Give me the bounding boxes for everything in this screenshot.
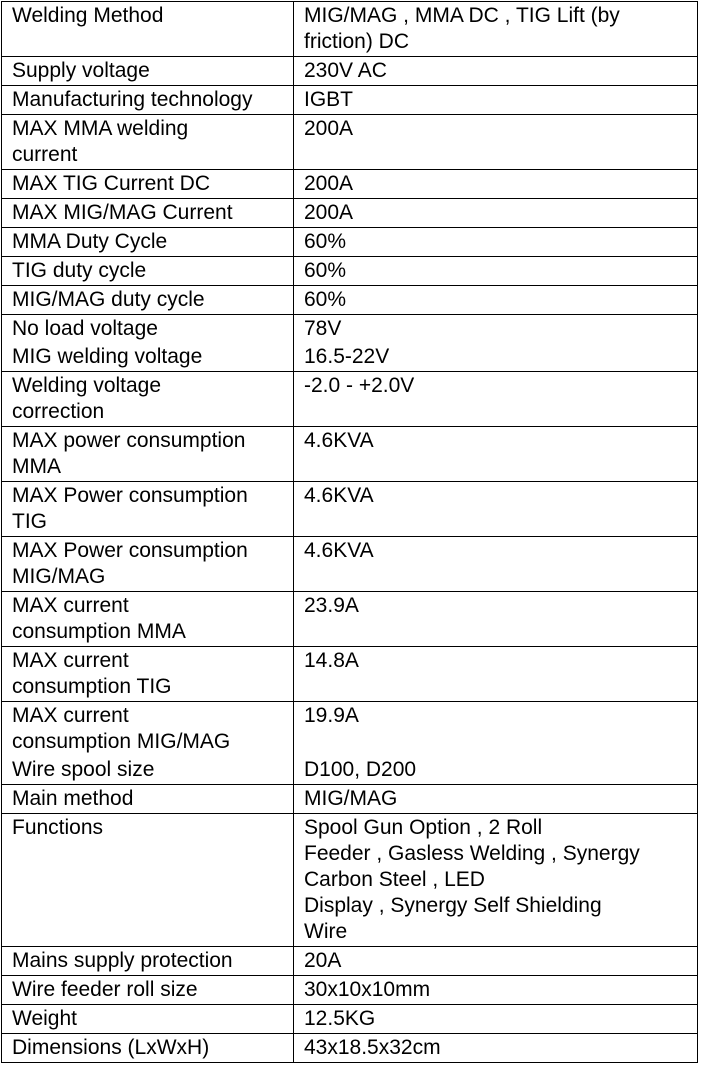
table-row: [2, 1005, 698, 1034]
spec-value: 78V: [294, 315, 698, 344]
spec-label: MAX current consumption TIG: [2, 647, 294, 702]
table-row: [2, 427, 698, 482]
table-row: [2, 115, 698, 170]
spec-label: Main method: [2, 785, 294, 814]
spec-value: 16.5-22V: [294, 343, 698, 372]
spec-label: MAX MMA welding current: [2, 115, 294, 170]
spec-value: D100, D200: [294, 756, 698, 785]
table-row: [2, 947, 698, 976]
table-row: [2, 976, 698, 1005]
table-row: [2, 785, 698, 814]
table-row: [2, 1034, 698, 1063]
table-row: [2, 343, 698, 372]
spec-label: MAX power consumption MMA: [2, 427, 294, 482]
table-row: [2, 86, 698, 115]
spec-value: -2.0 - +2.0V: [294, 372, 698, 427]
spec-label: Wire feeder roll size: [2, 976, 294, 1005]
spec-value: 4.6KVA: [294, 427, 698, 482]
spec-label: MAX TIG Current DC: [2, 170, 294, 199]
spec-label: MAX current consumption MIG/MAG: [2, 702, 294, 757]
spec-label: Welding voltage correction: [2, 372, 294, 427]
spec-value: 30x10x10mm: [294, 976, 698, 1005]
spec-value: 23.9A: [294, 592, 698, 647]
spec-value: 19.9A: [294, 702, 698, 757]
spec-label: MIG/MAG duty cycle: [2, 286, 294, 315]
table-row: [2, 372, 698, 427]
spec-value: 20A: [294, 947, 698, 976]
spec-label: MAX current consumption MMA: [2, 592, 294, 647]
table-row: [2, 228, 698, 257]
spec-label: MAX Power consumption MIG/MAG: [2, 537, 294, 592]
table-row: [2, 199, 698, 228]
table-row: [2, 702, 698, 757]
spec-label: MAX Power consumption TIG: [2, 482, 294, 537]
spec-value: 4.6KVA: [294, 482, 698, 537]
table-row: [2, 286, 698, 315]
spec-value: IGBT: [294, 86, 698, 115]
spec-label: Welding Method: [2, 2, 294, 57]
spec-label: Supply voltage: [2, 57, 294, 86]
spec-label: MIG welding voltage: [2, 343, 294, 372]
spec-value: 200A: [294, 199, 698, 228]
table-row: [2, 315, 698, 344]
spec-label: TIG duty cycle: [2, 257, 294, 286]
table-row: [2, 647, 698, 702]
spec-value: Spool Gun Option , 2 Roll Feeder , Gasless Welding , Synergy Carbon Steel , LED Display , Synergy Self Shielding Wire: [294, 814, 698, 947]
table-row: [2, 814, 698, 947]
spec-value: 4.6KVA: [294, 537, 698, 592]
spec-label: MAX MIG/MAG Current: [2, 199, 294, 228]
spec-value: 60%: [294, 286, 698, 315]
spec-value: 12.5KG: [294, 1005, 698, 1034]
spec-value: 60%: [294, 257, 698, 286]
table-row: [2, 170, 698, 199]
table-row: [2, 482, 698, 537]
table-row: [2, 756, 698, 785]
table-row: [2, 592, 698, 647]
spec-value: 200A: [294, 115, 698, 170]
spec-value: 43x18.5x32cm: [294, 1034, 698, 1063]
spec-value: MIG/MAG , MMA DC , TIG Lift (by friction) DC: [294, 2, 698, 57]
spec-label: Wire spool size: [2, 756, 294, 785]
spec-label: No load voltage: [2, 315, 294, 344]
spec-label: Functions: [2, 814, 294, 947]
spec-label: MMA Duty Cycle: [2, 228, 294, 257]
table-row: [2, 257, 698, 286]
spec-label: Manufacturing technology: [2, 86, 294, 115]
spec-label: Mains supply protection: [2, 947, 294, 976]
spec-table: [1, 1, 698, 1063]
spec-value: 14.8A: [294, 647, 698, 702]
spec-value: 230V AC: [294, 57, 698, 86]
spec-value: 200A: [294, 170, 698, 199]
spec-label: Weight: [2, 1005, 294, 1034]
table-row: [2, 537, 698, 592]
spec-value: MIG/MAG: [294, 785, 698, 814]
spec-value: 60%: [294, 228, 698, 257]
table-row: [2, 2, 698, 57]
spec-label: Dimensions (LxWxH): [2, 1034, 294, 1063]
table-row: [2, 57, 698, 86]
